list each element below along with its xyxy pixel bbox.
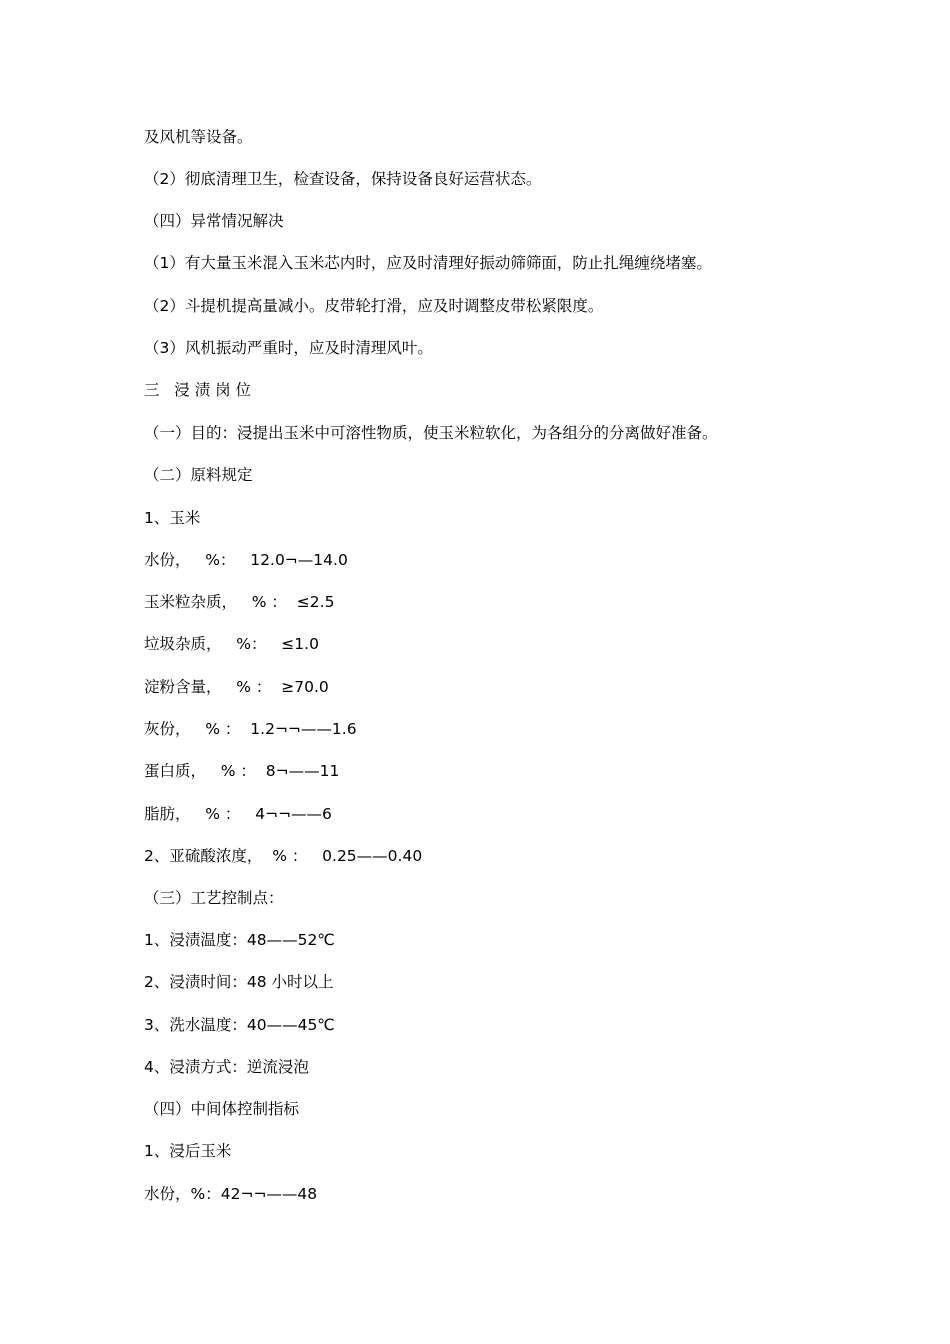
section-heading: （四）中间体控制指标 — [144, 1100, 300, 1118]
spec-line: 水份， %： 12.0¬—14.0 — [144, 551, 348, 569]
text-line: 及风机等设备。 — [144, 128, 253, 146]
spec-line: 灰份， % ： 1.2¬¬——1.6 — [144, 720, 357, 738]
text-line: （一）目的：浸提出玉米中可溶性物质，使玉米粒软化，为各组分的分离做好准备。 — [144, 424, 718, 442]
text-line: （2）斗提机提高量减小。皮带轮打滑，应及时调整皮带松紧限度。 — [144, 297, 604, 315]
text-line: （1）有大量玉米混入玉米芯内时，应及时清理好振动筛筛面，防止扎绳缠绕堵塞。 — [144, 254, 712, 272]
spec-line: 3、洗水温度：40——45℃ — [144, 1016, 335, 1034]
section-heading: （二）原料规定 — [144, 466, 253, 484]
chapter-heading: 三 浸 渍 岗 位 — [144, 381, 252, 399]
spec-line: 2、浸渍时间：48 小时以上 — [144, 973, 334, 991]
subsection-heading: 1、玉米 — [144, 509, 201, 527]
spec-line: 脂肪， % ： 4¬¬——6 — [144, 805, 332, 823]
spec-line: 4、浸渍方式：逆流浸泡 — [144, 1058, 309, 1076]
section-heading: （三）工艺控制点： — [144, 889, 284, 907]
text-line: （3）风机振动严重时，应及时清理风叶。 — [144, 339, 433, 357]
spec-line: 2、亚硫酸浓度， % ： 0.25——0.40 — [144, 847, 423, 865]
text-line: （2）彻底清理卫生，检查设备，保持设备良好运营状态。 — [144, 170, 542, 188]
section-heading: （四）异常情况解决 — [144, 212, 284, 230]
subsection-heading: 1、浸后玉米 — [144, 1142, 232, 1160]
spec-line: 1、浸渍温度：48——52℃ — [144, 931, 335, 949]
spec-line: 淀粉含量， % ： ≥70.0 — [144, 678, 329, 696]
spec-line: 蛋白质， % ： 8¬——11 — [144, 762, 340, 780]
spec-line: 水份，%：42¬¬——48 — [144, 1185, 318, 1203]
spec-line: 玉米粒杂质， % ： ≤2.5 — [144, 593, 335, 611]
spec-line: 垃圾杂质， %： ≤1.0 — [144, 635, 319, 653]
